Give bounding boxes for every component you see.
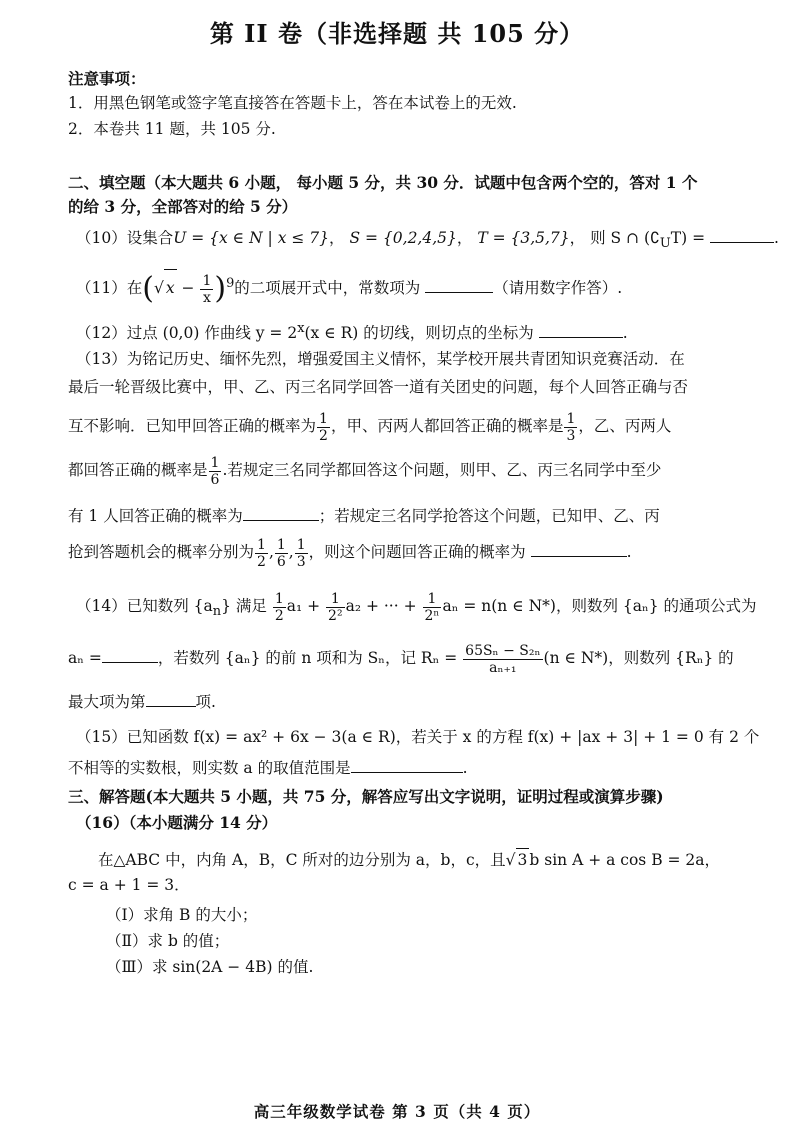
section2-heading-2: 的给 3 分，全部答对的给 5 分） — [68, 197, 298, 216]
question-14-line-2: aₙ = ，若数列 {aₙ} 的前 n 项和为 Sₙ，记 Rₙ = $\frac{\text{65Sₙ − S₂ₙ}}{\text{aₙ₊₁}}$ (n ∈ N*)，则数列 {Rₙ} 的 — [68, 642, 734, 676]
question-14-line-3: 最大项为第 项. — [68, 690, 754, 713]
answer-blank-13b[interactable] — [531, 540, 627, 557]
question-15-line-2: 不相等的实数根，则实数 a 的取值范围是 . — [68, 756, 754, 779]
page-footer: 高三年级数学试卷 第 3 页（共 4 页） — [253, 1102, 541, 1121]
answer-blank-12[interactable] — [539, 321, 623, 338]
notice-heading: 注意事项： — [68, 69, 146, 88]
question-13-line-5: 有 1 人回答正确的概率为 ；若规定三名同学抢答这个问题，已知甲、乙、丙 — [68, 504, 754, 527]
question-13-line-1: （13）为铭记历史、缅怀先烈，增强爱国主义情怀，某学校开展共青团知识竞赛活动．在 — [76, 350, 685, 368]
question-13-line-2: 最后一轮晋级比赛中，甲、乙、丙三名同学回答一道有关团史的问题，每个人回答正确与否 — [68, 378, 689, 396]
answer-blank-14b[interactable] — [146, 690, 196, 707]
question-14-line-1: （14）已知数列 $\{a_n\}$ 满足 $\frac{1}{2}$ a₁ + $\frac{1}{\text{2²}}$ a₂ + ··· + $\frac{1}{\text{2ⁿ}}$ aₙ = n(n ∈ N*)，则数列 {aₙ} 的通项公式为 — [76, 590, 757, 624]
notice-item-2: 2．本卷共 11 题，共 105 分. — [68, 120, 276, 138]
section2-heading-1: 二、填空题（本大题共 6 小题， 每小题 5 分，共 30 分．试题中包含两个空的，答对 1 个 — [68, 173, 698, 192]
question-13-line-3: 互不影响．已知甲回答正确的概率为 $\frac{1}{2}$ ，甲、丙两人都回答正确的概率是 $\frac{1}{3}$ ，乙、丙两人 — [68, 410, 672, 444]
question-16-part-1: （Ⅰ）求角 B 的大小； — [106, 906, 258, 924]
question-16-heading: （16）（本小题满分 14 分） — [76, 813, 278, 832]
question-15-line-1: （15）已知函数 f(x) = ax² + 6x − 3(a ∈ R)，若关于 x 的方程 f(x) + |ax + 3| + 1 = 0 有 2 个 — [76, 728, 760, 746]
question-16-line-2: c = a + 1 = 3． — [68, 876, 190, 894]
question-16-part-2: （Ⅱ）求 b 的值； — [106, 932, 230, 950]
notice-item-1: 1．用黑色钢笔或签字笔直接答在答题卡上，答在本试卷上的无效. — [68, 94, 517, 112]
question-11: （11）在(√ x − $\frac{1}{x}$ )$^9$的二项展开式中，常数项为 （请用数字作答）. — [76, 271, 623, 307]
answer-blank-13a[interactable] — [243, 504, 319, 521]
question-12: （12）过点 (0,0) 作曲线 $y = 2^x(x$ ∈ R) 的切线，则切点的坐标为 . — [76, 321, 628, 343]
answer-blank-15[interactable] — [351, 756, 463, 773]
section3-heading: 三、解答题(本大题共 5 小题，共 75 分，解答应写出文字说明，证明过程或演算步骤) — [68, 787, 664, 806]
question-13-line-6: 抢到答题机会的概率分别为 $\frac{1}{2}$ , $\frac{1}{6}$ , $\frac{1}{3}$ ，则这个问题回答正确的概率为 . — [68, 536, 632, 570]
question-16-line-1: 在△ABC 中，内角 A，B，C 所对的边分别为 a，b，c，且√ 3 b sin A + a cos B = 2a， — [98, 848, 754, 871]
question-10: （10）设集合U = {x ∈ N | x ≤ 7}， S = {0,2,4,5}， T = {3,5,7}， 则 S ∩ $(∁_UT)$ = . — [76, 226, 754, 255]
answer-blank-10[interactable] — [710, 226, 774, 243]
question-13-line-4: 都回答正确的概率是 $\frac{1}{6}$ .若规定三名同学都回答这个问题，则甲、乙、丙三名同学中至少 — [68, 454, 662, 488]
section-title: 第 II 卷（非选择题 共 105 分） — [209, 19, 585, 48]
answer-blank-11[interactable] — [425, 276, 493, 293]
answer-blank-14a[interactable] — [102, 646, 158, 663]
question-16-part-3: （Ⅲ）求 sin(2A − 4B) 的值. — [106, 958, 314, 976]
